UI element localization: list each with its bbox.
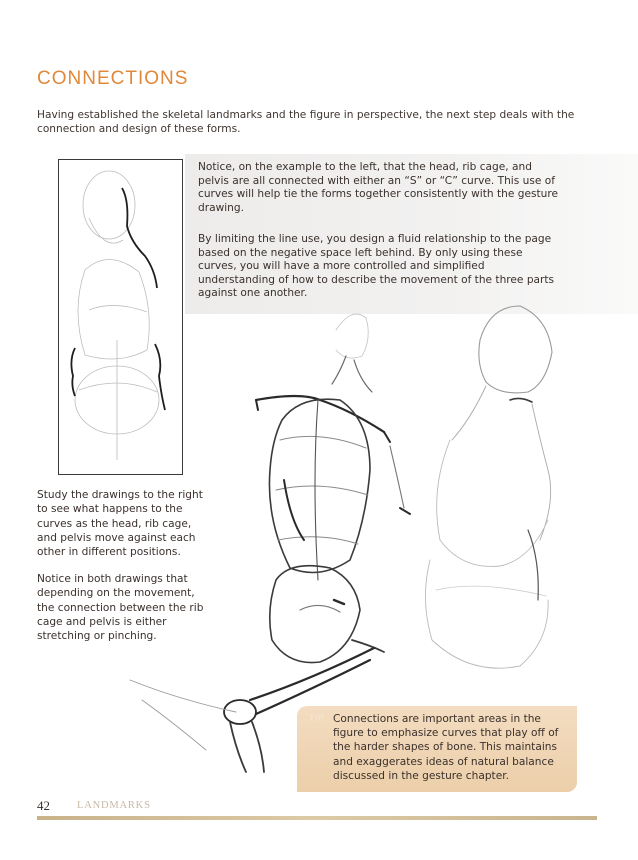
center-figure-sketch: [130, 314, 410, 772]
note-paragraph-curves: Notice, on the example to the left, that the head, rib cage, and pelvis are all connected with either an “S” or “C” curve. This use of curves will help tie the forms together consistently with the gesture drawing.: [198, 161, 558, 214]
footer-rule: [37, 816, 597, 820]
tip-text: Connections are important areas in the figure to emphasize curves that play off of the harder shapes of bone. This maintains and exaggerates ideas of natural balance discussed in the gesture chapter.: [333, 713, 559, 782]
running-head: LANDMARKS: [77, 800, 151, 811]
intro-paragraph: Having established the skeletal landmarks and the figure in perspective, the next step deals with the connection and design of these forms.: [37, 109, 575, 135]
tip-label: TIP: [309, 713, 325, 723]
note-paragraph-line-use: By limiting the line use, you design a fluid relationship to the page based on the negative space left behind. By only using these curves, you will have a more controlled and simplified understanding of how to describe the movement of the three parts against one another.: [198, 233, 555, 300]
page-number: 42: [37, 798, 50, 813]
side-paragraph-notice: Notice in both drawings that depending on the movement, the connection between the rib cage and pelvis is either stretching or pinching.: [37, 573, 204, 643]
side-paragraph-study: Study the drawings to the right to see what happens to the curves as the head, rib cage, and pelvis move against each other in different positions.: [37, 489, 203, 559]
page-heading: CONNECTIONS: [37, 68, 189, 89]
right-figure-sketch: [425, 306, 552, 668]
